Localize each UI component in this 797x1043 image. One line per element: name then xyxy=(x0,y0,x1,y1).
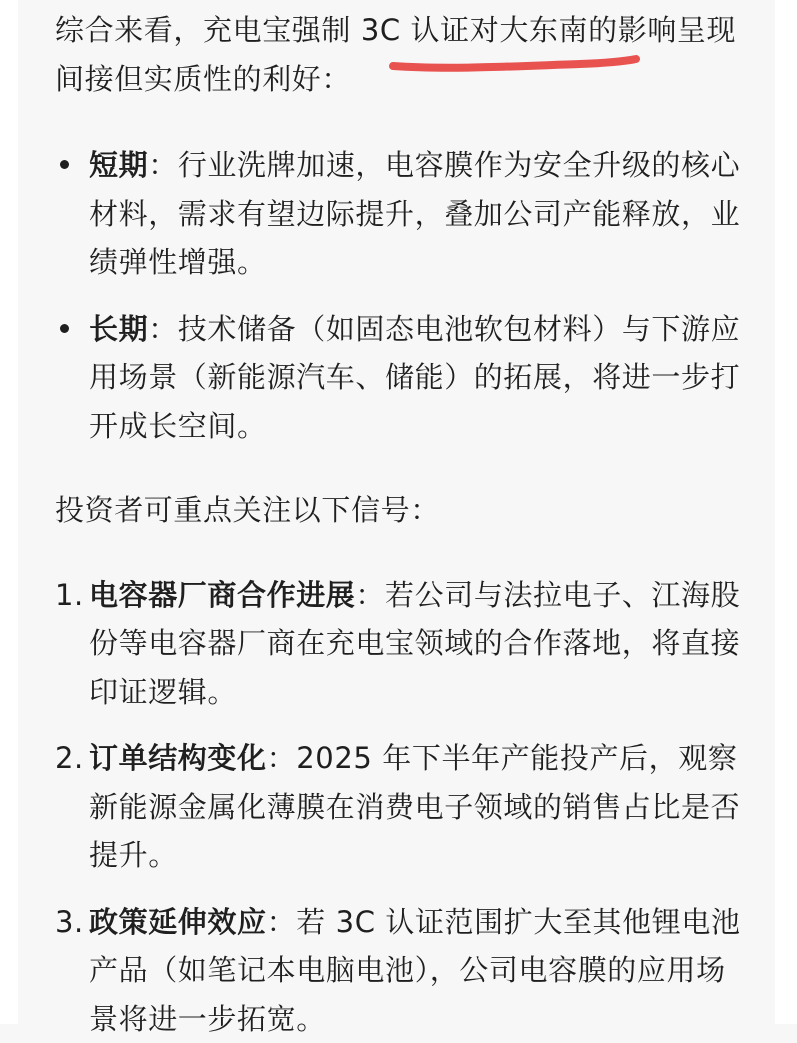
signal-item-1 xyxy=(55,571,755,717)
signals-list xyxy=(55,571,755,1043)
bullet-separator: ： xyxy=(148,148,178,182)
signal-separator: ： xyxy=(267,741,297,775)
signal-item-3 xyxy=(55,898,755,1043)
left-margin xyxy=(0,0,18,1024)
list-number: 1. xyxy=(55,571,84,620)
bullet-dot-icon xyxy=(60,324,69,333)
bullet-item-short-term xyxy=(55,141,755,287)
signal-label: 订单结构变化 xyxy=(89,741,267,775)
list-number: 2. xyxy=(55,734,84,783)
bullet-text: 行业洗牌加速，电容膜作为安全升级的核心材料，需求有望边际提升，叠加公司产能释放，业绩弹性增强。 xyxy=(89,148,740,279)
signals-intro: 投资者可重点关注以下信号： xyxy=(55,486,755,535)
signal-separator: ： xyxy=(355,578,385,612)
bullet-label: 长期 xyxy=(89,312,148,346)
bullet-separator: ： xyxy=(148,312,178,346)
signal-label: 政策延伸效应 xyxy=(89,905,267,939)
article-body xyxy=(55,6,755,1043)
signal-text: 若公司与法拉电子、江海股份等电容器厂商在充电宝领域的合作落地，将直接印证逻辑。 xyxy=(89,578,740,709)
red-underline-annotation xyxy=(390,56,640,76)
signal-separator: ： xyxy=(267,905,297,939)
bullet-item-long-term xyxy=(55,305,755,451)
bullet-list xyxy=(55,141,755,450)
signal-text: 2025 年下半年产能投产后，观察新能源金属化薄膜在消费电子领域的销售占比是否提升。 xyxy=(89,741,740,872)
bullet-label: 短期 xyxy=(89,148,148,182)
signal-label: 电容器厂商合作进展 xyxy=(89,578,355,612)
signal-text: 若 3C 认证范围扩大至其他锂电池产品（如笔记本电脑电池），公司电容膜的应用场景将进一步拓宽。 xyxy=(89,905,741,1036)
signal-item-2 xyxy=(55,734,755,880)
right-margin xyxy=(775,0,797,1024)
bullet-text: 技术储备（如固态电池软包材料）与下游应用场景（新能源汽车、储能）的拓展，将进一步打开成长空间。 xyxy=(89,312,740,443)
bullet-dot-icon xyxy=(60,160,69,169)
intro-paragraph: 综合来看，充电宝强制 3C 认证对大东南的影响呈现间接但实质性的利好： xyxy=(55,6,755,103)
list-number: 3. xyxy=(55,898,84,947)
